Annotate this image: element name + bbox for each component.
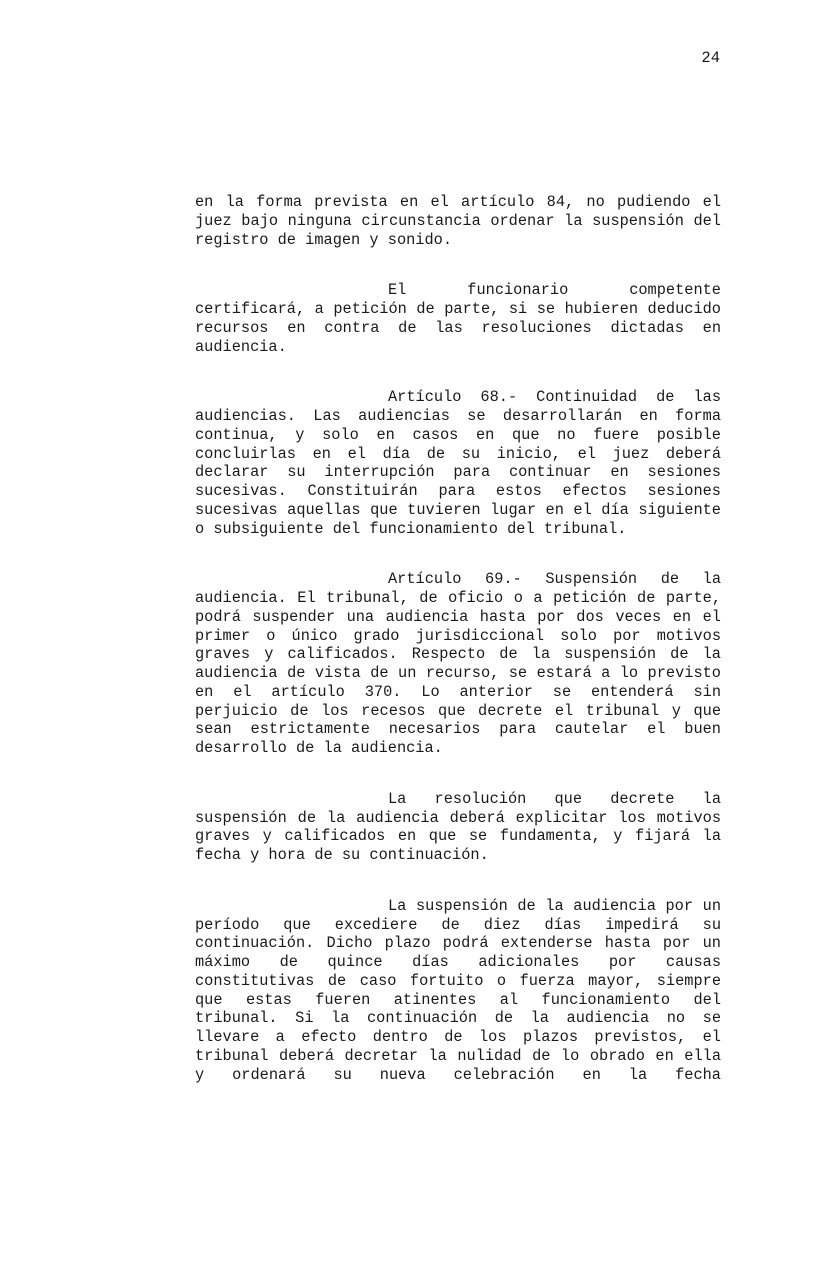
- paragraph-continuation: en la forma prevista en el artículo 84, no pudiendo el juez bajo ninguna circunstancia ordenar la suspensión del registro de imagen y sonido.: [195, 193, 721, 249]
- paragraph-suspension-resolution: La resolución que decrete la suspensión de la audiencia deberá explicitar los motivos graves y calificados en que se fundamenta, y fijará la fecha y hora de su continuación.: [195, 789, 721, 864]
- paragraph-certification: El funcionario competente certificará, a petición de parte, si se hubieren deducido recursos en contra de las resoluciones dictadas en audiencia.: [195, 281, 721, 356]
- paragraph-article-69: Artículo 69.- Suspensión de la audiencia. El tribunal, de oficio o a petición de parte, podrá suspender una audiencia hasta por dos veces en el primer o único grado jurisdiccional solo por motivos graves y calificados. Respecto de la suspensión de la audiencia de vista de un recurso, se estará a lo previsto en el artículo 370. Lo anterior se entenderá sin perjuicio de los recesos que decrete el tribunal y que sean estrictamente necesarios para cautelar el buen desarrollo de la audiencia.: [195, 570, 721, 757]
- paragraph-article-68: Artículo 68.- Continuidad de las audiencias. Las audiencias se desarrollarán en forma continua, y solo en casos en que no fuere posible concluirlas en el día de su inicio, el juez deberá declarar su interrupción para continuar en sesiones sucesivas. Constituirán para estos efectos sesiones sucesivas aquellas que tuvieren lugar en el día siguiente o subsiguiente del funcionamiento del tribunal.: [195, 388, 721, 538]
- paragraph-suspension-period: La suspensión de la audiencia por un período que excediere de diez días impedirá su continuación. Dicho plazo podrá extenderse hasta por un máximo de quince días adicionales por causas constitutivas de caso fortuito o fuerza mayor, siempre que estas fueren atinentes al funcionamiento del tribunal. Si la continuación de la audiencia no se llevare a efecto dentro de los plazos previstos, el tribunal deberá decretar la nulidad de lo obrado en ella y ordenará su nueva celebración en la fecha: [195, 896, 721, 1084]
- page-number: 24: [701, 49, 720, 67]
- document-body: [195, 193, 721, 1116]
